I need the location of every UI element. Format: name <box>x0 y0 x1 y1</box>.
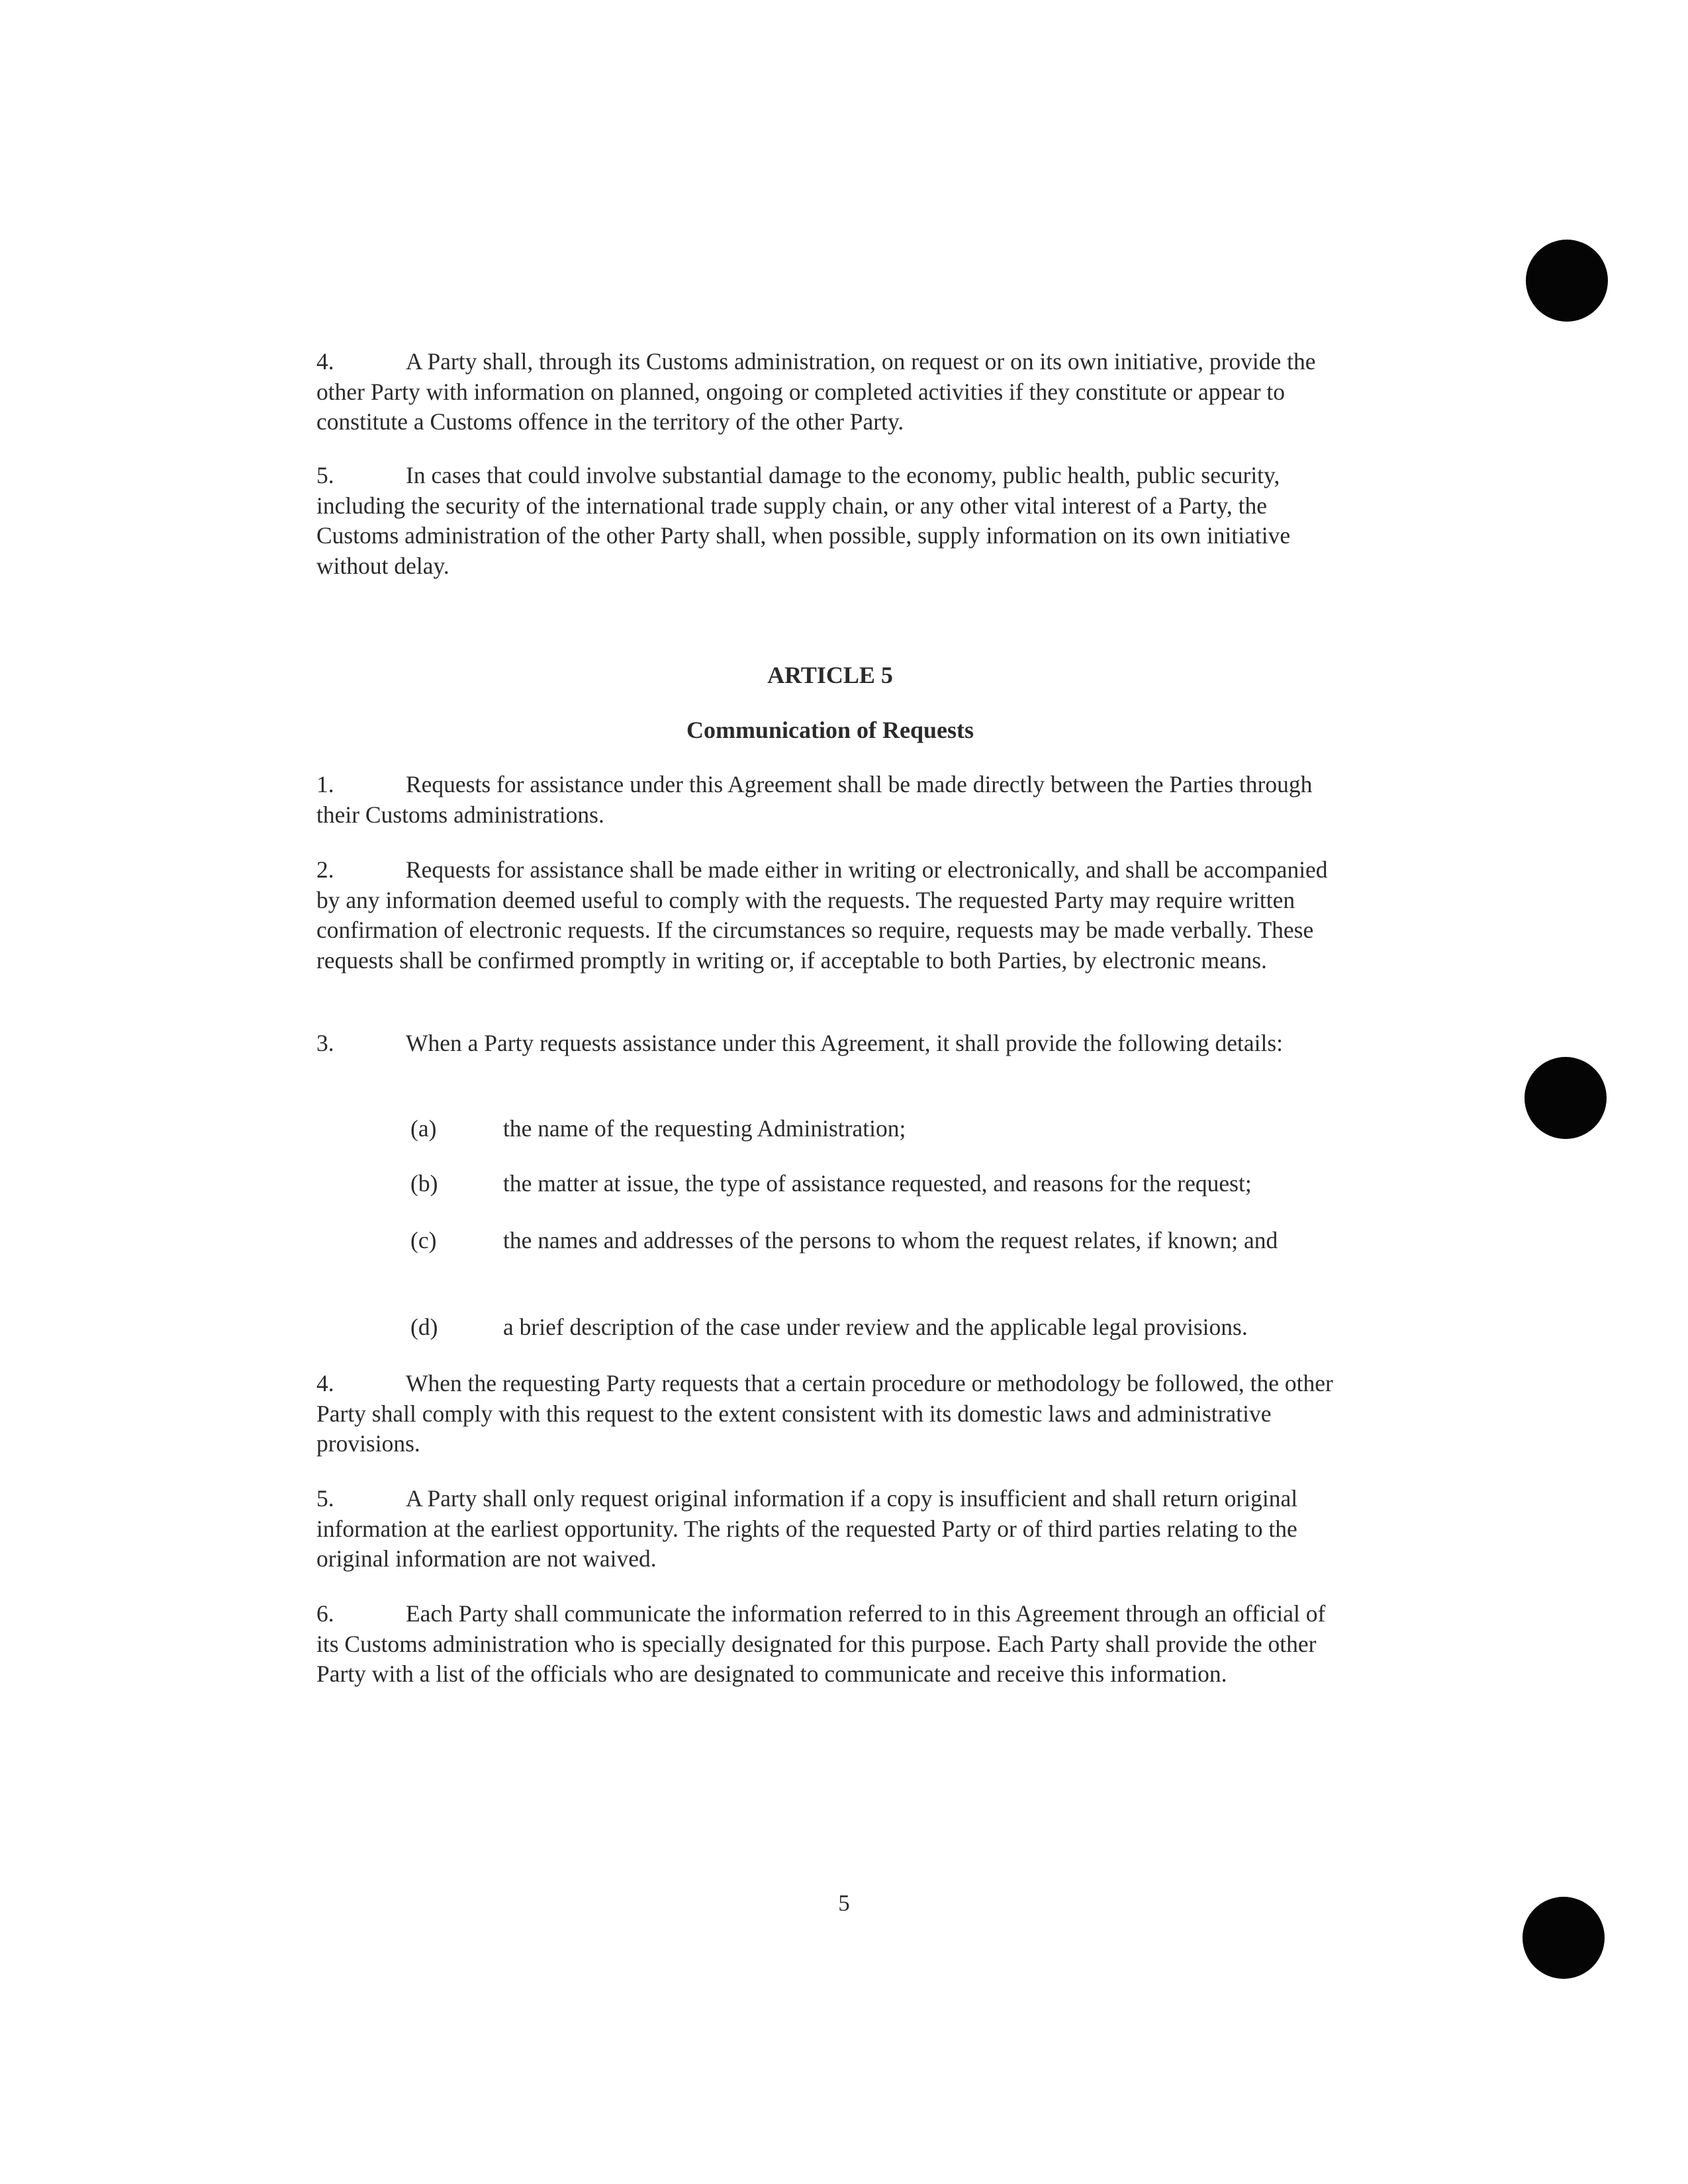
article-paragraph-2 <box>316 855 1344 976</box>
paragraph-4-info-on-activities <box>316 347 1344 437</box>
paragraph-number: 3. <box>316 1030 334 1056</box>
list-item-text: the names and addresses of the persons to whom the request relates, if known; and <box>503 1227 1278 1253</box>
list-item-text: the name of the requesting Administration; <box>503 1115 906 1142</box>
paragraph-number: 5. <box>316 1485 334 1512</box>
list-item-text: the matter at issue, the type of assistance requested, and reasons for the request; <box>503 1170 1252 1197</box>
article-paragraph-3 <box>316 1028 1344 1059</box>
paragraph-number: 2. <box>316 856 334 883</box>
paragraph-text: Each Party shall communicate the information referred to in this Agreement through an official of its Customs administration who is specially designated for this purpose. Each Party shall provide the other Party with a list of the officials who are designated to communicate and receive this information. <box>316 1600 1326 1687</box>
article-paragraph-5 <box>316 1484 1344 1574</box>
punch-hole-bottom <box>1523 1897 1605 1979</box>
list-item-label: (b) <box>410 1170 438 1197</box>
paragraph-5-substantial-damage <box>316 461 1344 581</box>
list-item-text: a brief description of the case under review and the applicable legal provisions. <box>503 1314 1248 1340</box>
list-item-label: (d) <box>410 1314 438 1340</box>
paragraph-text: When a Party requests assistance under this Agreement, it shall provide the following details: <box>406 1030 1284 1056</box>
article-paragraph-4 <box>316 1369 1344 1459</box>
paragraph-text: A Party shall only request original information if a copy is insufficient and shall return original information at the earliest opportunity. The rights of the requested Party or of third parties relating to the original information are not waived. <box>316 1485 1298 1572</box>
paragraph-text: When the requesting Party requests that a certain procedure or methodology be followed, the other Party shall comply with this request to the extent consistent with its domestic laws and administrative provisions. <box>316 1370 1333 1457</box>
list-item <box>410 1312 1350 1343</box>
paragraph-number: 4. <box>316 348 334 375</box>
paragraph-text: A Party shall, through its Customs administration, on request or on its own initiative, provide the other Party with information on planned, ongoing or completed activities if they constitute or appear to constitute a Customs offence in the territory of the other Party. <box>316 348 1316 435</box>
article-paragraph-6 <box>316 1599 1344 1690</box>
list-item <box>410 1114 1350 1144</box>
list-item <box>410 1226 1337 1256</box>
article-title: ARTICLE 5 <box>767 662 893 688</box>
paragraph-text: Requests for assistance under this Agreement shall be made directly between the Parties through their Customs administrations. <box>316 771 1313 828</box>
article-paragraph-1 <box>316 770 1344 830</box>
paragraph-number: 5. <box>316 462 334 488</box>
paragraph-text: Requests for assistance shall be made either in writing or electronically, and shall be accompanied by any information deemed useful to comply with the requests. The requested Party may require written confirmation of electronic requests. If the circumstances so require, requests may be made verbally. These requests shall be confirmed promptly in writing or, if acceptable to both Parties, by electronic means. <box>316 856 1328 974</box>
paragraph-number: 4. <box>316 1370 334 1396</box>
paragraph-number: 6. <box>316 1600 334 1627</box>
list-item-label: (c) <box>410 1227 437 1253</box>
list-item <box>410 1169 1350 1199</box>
punch-hole-top <box>1526 240 1608 322</box>
paragraph-number: 1. <box>316 771 334 797</box>
list-item-label: (a) <box>410 1115 437 1142</box>
punch-hole-middle <box>1524 1057 1607 1139</box>
page-number: 5 <box>838 1890 850 1916</box>
paragraph-text: In cases that could involve substantial damage to the economy, public health, public security, including the security of the international trade supply chain, or any other vital interest of a Party, the Customs administration of the other Party shall, when possible, supply information on its own initiative without delay. <box>316 462 1291 579</box>
article-subtitle: Communication of Requests <box>686 717 974 743</box>
